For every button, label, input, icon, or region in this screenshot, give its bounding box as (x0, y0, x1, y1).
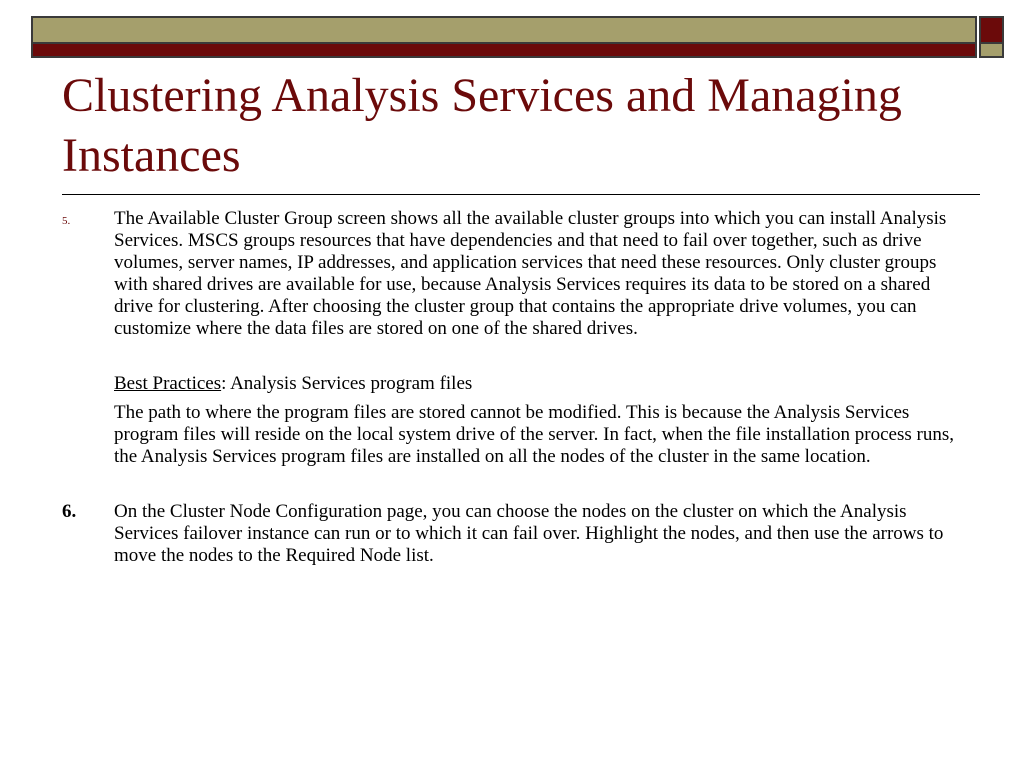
best-practices-heading (114, 373, 962, 395)
slide-title: Clustering Analysis Services and Managing Instances (62, 69, 902, 182)
list-item-6-text: On the Cluster Node Configuration page, you can choose the nodes on the cluster on which the Analysis Services failover instance can run or to which it can fail over. Highlight the nodes, and then use the arrows to move the nodes to the Required Node list. (114, 501, 944, 566)
best-practices-text: The path to where the program files are stored cannot be modified. This is because the Analysis Services program files will reside on the local system drive of the server. In fact, when the file installation process runs, the Analysis Services program files are installed on all the nodes of the cluster in the same location. (114, 402, 954, 467)
title-divider (62, 194, 980, 195)
header-band-maroon (31, 44, 977, 58)
list-item-6 (62, 501, 962, 567)
list-marker-6: 6. (62, 501, 77, 522)
list-item-5 (62, 208, 962, 340)
best-practices-topic: : Analysis Services program files (221, 373, 473, 394)
best-practices-label: Best Practices (114, 373, 222, 394)
header-band-olive (31, 16, 977, 44)
list-item-5-text: The Available Cluster Group screen shows all the available cluster groups into which you can install Analysis Services. MSCS groups resources that have dependencies and that need to fail over together, such as drive volumes, server names, IP addresses, and application services that need these resources. Only cluster groups with shared drives are available for use, because Analysis Services requires its data to be stored on a shared drive for clustering. After choosing the cluster group that contains the appropriate drive volumes, you can customize where the data files are stored on one of the shared drives. (114, 208, 947, 339)
corner-square-maroon (979, 16, 1004, 44)
corner-square-olive (979, 44, 1004, 58)
list-marker-5: 5. (62, 215, 71, 227)
slide-content (62, 208, 962, 567)
